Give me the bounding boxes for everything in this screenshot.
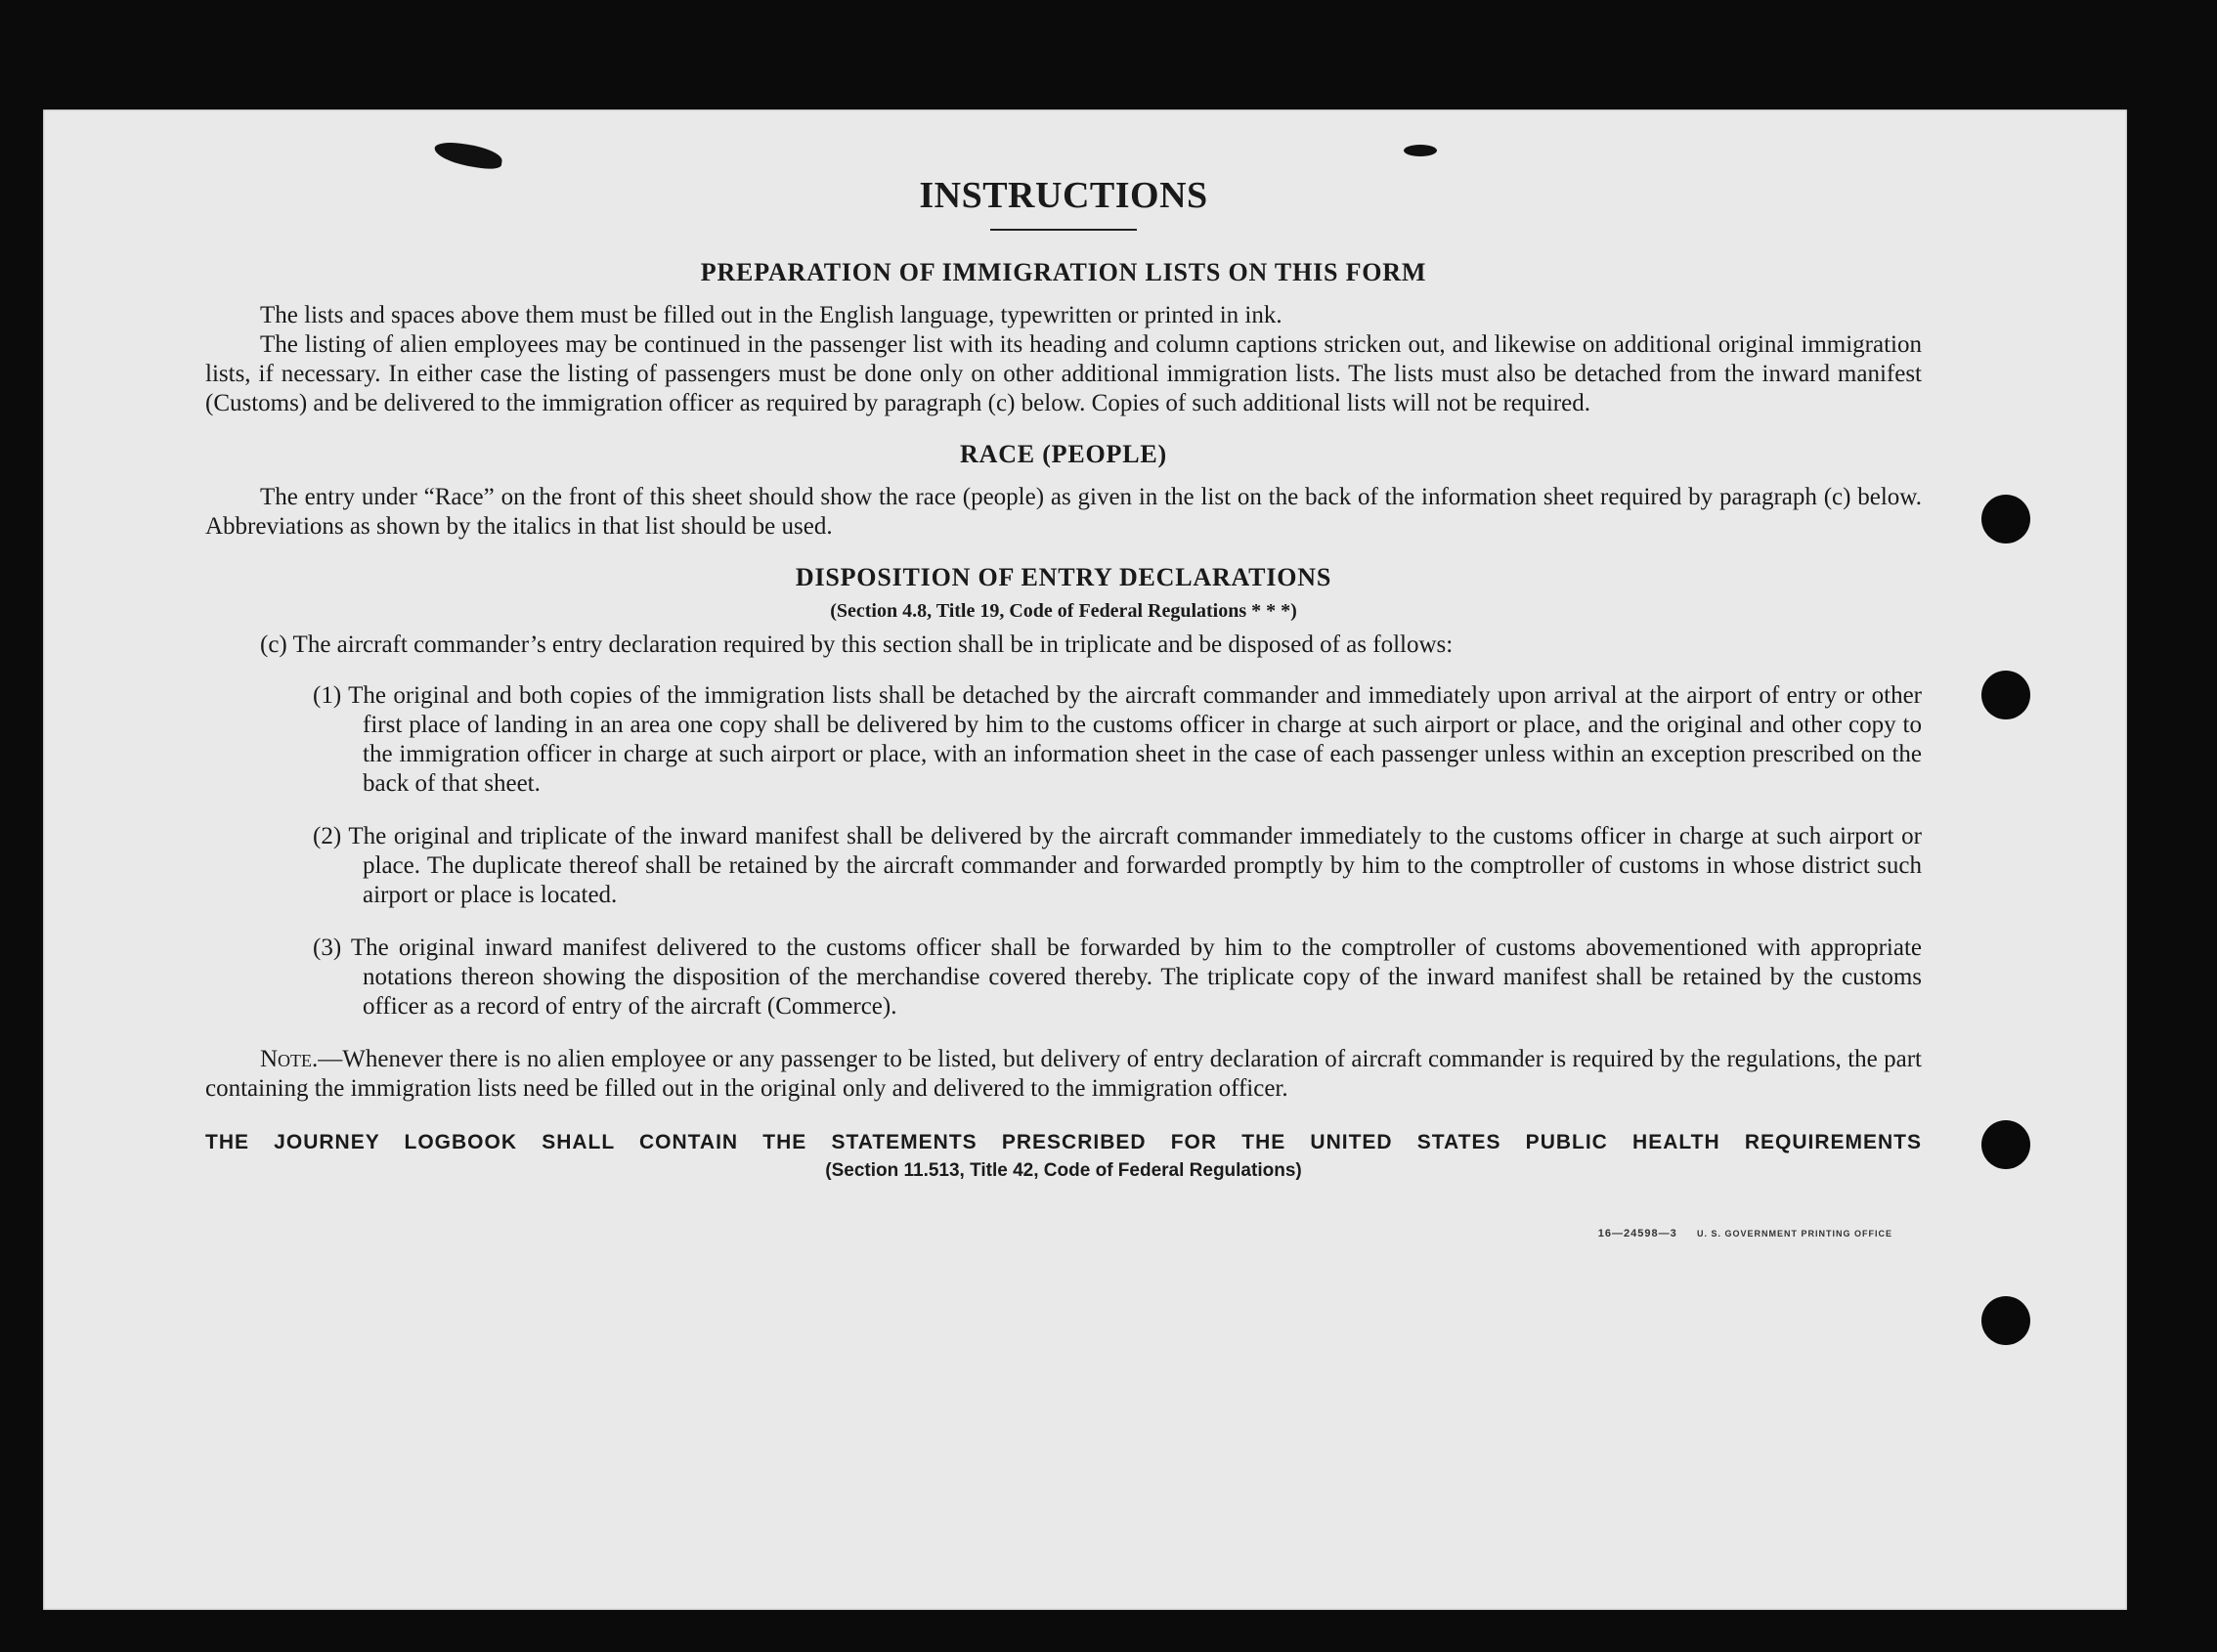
ink-smudge	[1404, 145, 1437, 156]
disposition-item-3: (3) The original inward manifest delivered to the customs officer shall be forwarded by him to the comptroller of customs abovementioned with appropriate notations thereon showing the disposition of the merchandise covered thereby. The triplicate copy of the inward manifest shall be retained by the customs officer as a record of entry of the aircraft (Commerce).	[313, 934, 1922, 1020]
race-paragraph: The entry under “Race” on the front of this sheet should show the race (people) as given in the list on the back of the information sheet required by paragraph (c) below. Abbreviations as shown by the italics in that list should be used.	[205, 483, 1922, 540]
disposition-heading: DISPOSITION OF ENTRY DECLARATIONS	[795, 562, 1332, 591]
disposition-item-1: (1) The original and both copies of the immigration lists shall be detached by the aircraft commander and immediately upon arrival at the airport of entry or other first place of landing in an area one copy shall be delivered by him to the customs officer in charge at such airport or place, and the original and other copy to the immigration officer in charge at such airport or place, with an information sheet in the case of each passenger unless within an exception prescribed on the back of that sheet.	[313, 681, 1922, 797]
note-paragraph	[205, 1045, 1922, 1104]
form-footer	[1598, 1228, 1892, 1239]
race-heading: RACE (PEOPLE)	[960, 439, 1167, 468]
health-requirements-citation: (Section 11.513, Title 42, Code of Federal Regulations)	[825, 1159, 1302, 1181]
disposition-citation: (Section 4.8, Title 19, Code of Federal Regulations * * *)	[830, 599, 1297, 622]
disposition-item-2: (2) The original and triplicate of the inward manifest shall be delivered by the aircraft commander immediately to the customs officer in charge at such airport or place. The duplicate thereof shall be retained by the aircraft commander and forwarded promptly by him to the comptroller of customs in whose district such airport or place is located.	[313, 822, 1922, 908]
punch-hole	[1981, 671, 2030, 719]
health-requirements-statement: THE JOURNEY LOGBOOK SHALL CONTAIN THE STATEMENTS PRESCRIBED FOR THE UNITED STATES PUBLIC HEALTH REQUIREMENTS	[205, 1130, 1922, 1153]
note-text: —Whenever there is no alien employee or any passenger to be listed, but delivery of entry declaration of aircraft commander is required by the regulations, the part containing the immigration lists need be filled out in the original only and delivered to the immigration officer.	[205, 1045, 1922, 1102]
title-underline	[990, 229, 1137, 231]
instructions-content	[205, 174, 1922, 1182]
preparation-heading: PREPARATION OF IMMIGRATION LISTS ON THIS FORM	[700, 257, 1427, 286]
preparation-paragraph-1: The lists and spaces above them must be filled out in the English language, typewritten or printed in ink.	[260, 301, 1282, 328]
printer-imprint: U. S. GOVERNMENT PRINTING OFFICE	[1696, 1229, 1892, 1239]
page-title: INSTRUCTIONS	[919, 175, 1208, 216]
form-sheet	[43, 109, 2127, 1610]
preparation-paragraph-2: The listing of alien employees may be continued in the passenger list with its heading and column captions stricken out, and likewise on additional original immigration lists, if necessary. In either case the listing of passengers must be done only on other additional immigration lists. The lists must also be detached from the inward manifest (Customs) and be delivered to the immigration officer as required by paragraph (c) below. Copies of such additional lists will not be required.	[205, 330, 1922, 416]
ink-smudge	[433, 140, 503, 171]
note-label: Note.	[260, 1045, 319, 1072]
punch-hole	[1981, 1120, 2030, 1169]
punch-hole	[1981, 495, 2030, 543]
disposition-intro: (c) The aircraft commander’s entry declaration required by this section shall be in triplicate and be disposed of as follows:	[260, 630, 1454, 658]
punch-hole	[1981, 1296, 2030, 1345]
form-number: 16—24598—3	[1597, 1228, 1677, 1239]
